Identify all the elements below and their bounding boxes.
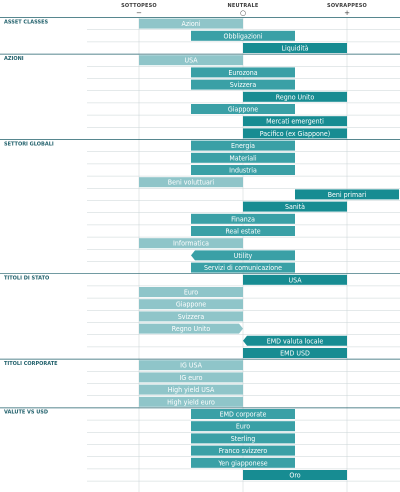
header-plus-symbol: + [344,9,350,17]
bar-label: IG euro [179,373,203,382]
section-title: TITOLI DI STATO [4,275,50,282]
bar-label: USA [288,276,302,285]
bar-label: Beni primari [327,190,367,199]
bar-label: Industria [229,166,257,175]
header-minus-symbol: − [136,9,142,17]
bar-label: Beni voluttuari [167,178,215,187]
section-title: VALUTE VS USD [4,409,49,416]
section-title: ASSET CLASSES [4,19,49,26]
bar-label: Giappone [227,105,259,114]
bar-label: Eurozona [228,68,258,77]
bar-label: Pacifico (ex Giappone) [259,129,331,138]
bar-label: Mercati emergenti [266,117,324,126]
bar-label: High yield euro [167,398,215,407]
bar-label: Yen giapponese [218,459,268,468]
header-sovrappeso: SOVRAPPESO [327,3,367,9]
bar-label: Regno Unito [275,93,315,102]
bar-label: Obbligazioni [223,32,263,41]
bar-label: Giappone [175,300,207,309]
header-sottopeso: SOTTOPESO [121,3,157,9]
header-neutral-symbol: ○ [239,9,247,17]
bar-label: Svizzera [177,312,205,321]
bar-label: Franco svizzero [218,447,268,456]
bar-label: Regno Unito [171,325,211,334]
bar-label: IG USA [180,361,202,370]
bar-label: Euro [183,288,199,297]
bar-label: Sterling [230,434,256,443]
bar-label: EMD corporate [219,410,267,419]
bar-label: Azioni [181,20,201,29]
bar-label: Materiali [229,154,257,163]
bar-label: High yield USA [167,386,215,395]
chart-header [121,3,367,17]
bar-label: Real estate [225,227,261,236]
section-title: SETTORI GLOBALI [4,141,54,148]
bar-label: Sanità [285,203,305,212]
bar-label: Oro [289,471,301,480]
bar-label: Euro [235,422,251,431]
bar-label: Utility [233,251,253,260]
bar-label: Energia [231,142,255,151]
section-title: AZIONI [4,55,24,62]
bar-label: EMD USD [280,349,310,358]
header-neutrale: NEUTRALE [227,3,259,9]
bar-label: Svizzera [229,81,257,90]
bar-label: Finanza [231,215,255,224]
bar-label: USA [184,56,198,65]
section-title: TITOLI CORPORATE [4,360,58,367]
bar-label: Liquidità [281,44,309,53]
bar-label: Servizi di comunicazione [203,264,283,273]
bar-label: Informatica [173,239,209,248]
bar-label: EMD valuta locale [266,337,324,346]
